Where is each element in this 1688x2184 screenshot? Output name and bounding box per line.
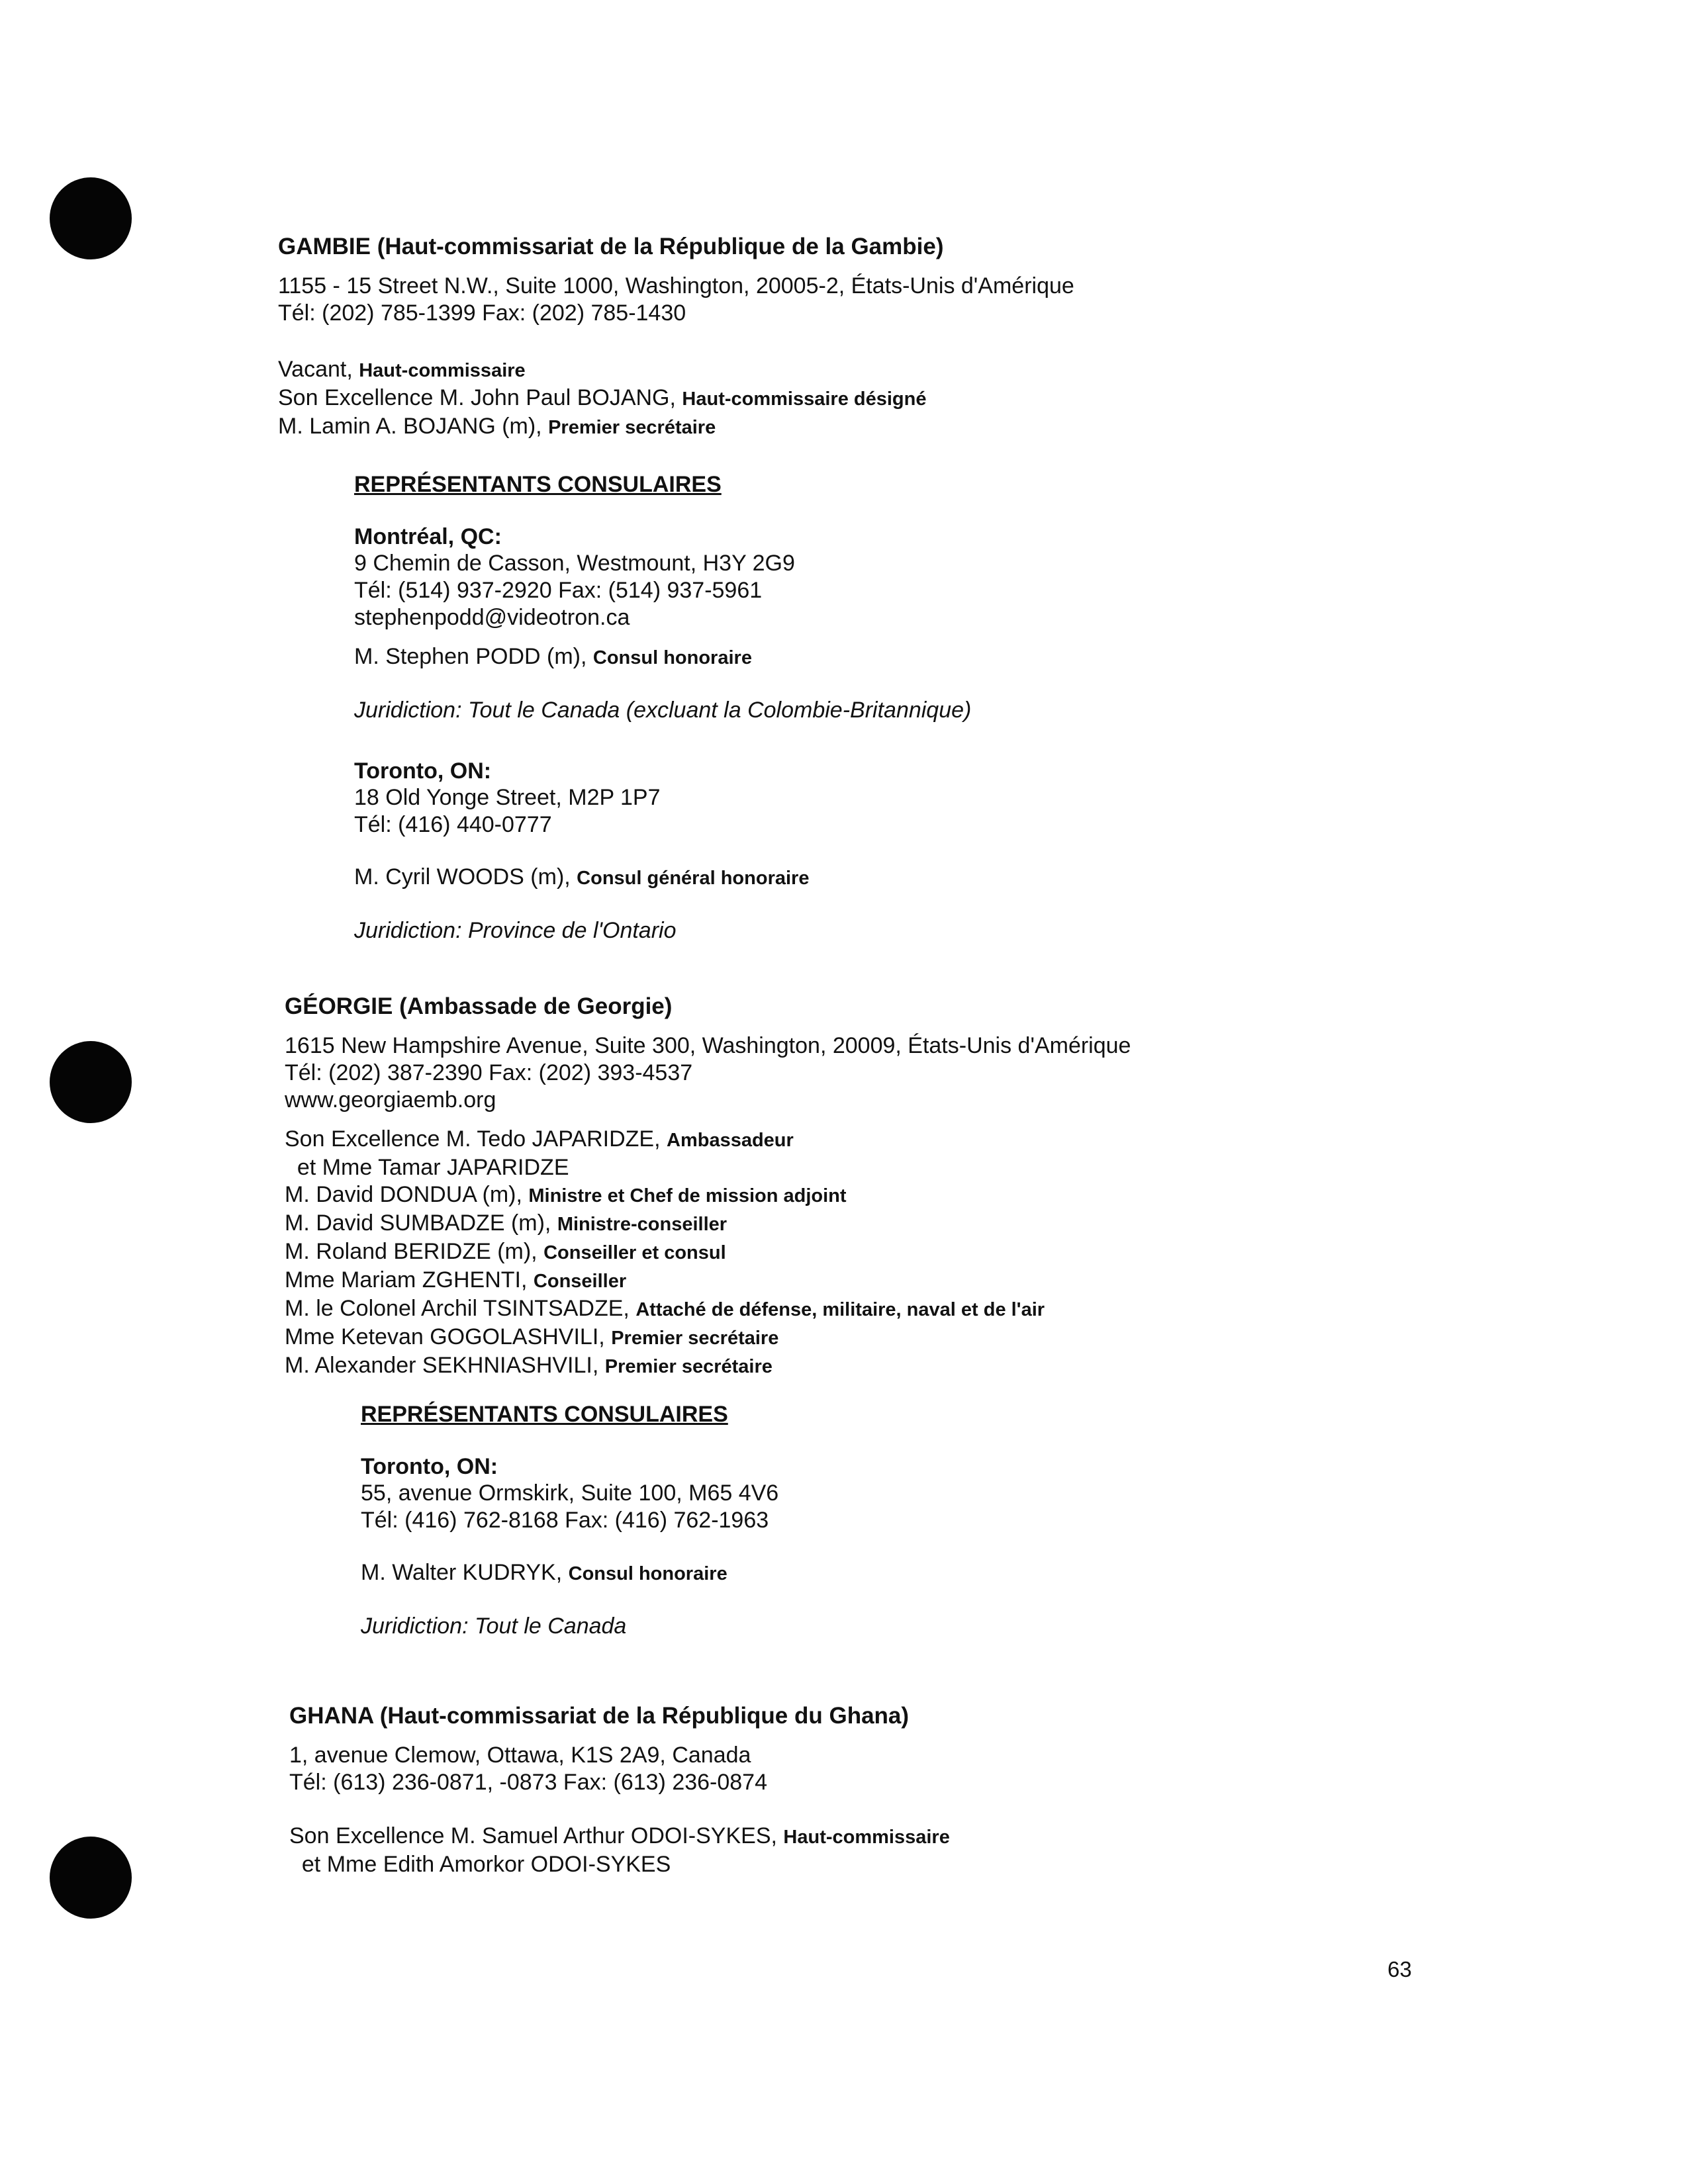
country-heading: GÉORGIE (Ambassade de Georgie)	[285, 993, 673, 1019]
punch-hole-bottom	[50, 1837, 132, 1919]
consular-title: REPRÉSENTANTS CONSULAIRES	[354, 472, 722, 497]
website: www.georgiaemb.org	[285, 1087, 496, 1113]
staff-line: et Mme Tamar JAPARIDZE	[285, 1155, 569, 1180]
address: 1155 - 15 Street N.W., Suite 1000, Washington, 20005-2, États-Unis d'Amérique	[278, 273, 1074, 298]
section-georgie	[285, 993, 1542, 1639]
consular-person: M. Cyril WOODS (m), Consul général honoraire	[354, 864, 810, 889]
staff-line: M. David SUMBADZE (m), Ministre-conseiller	[285, 1210, 727, 1236]
phone-fax: Tél: (613) 236-0871, -0873 Fax: (613) 236-0874	[289, 1770, 768, 1795]
consular-address: 9 Chemin de Casson, Westmount, H3Y 2G9	[354, 551, 795, 576]
section-ghana	[289, 1702, 1547, 1878]
consular-person: M. Stephen PODD (m), Consul honoraire	[354, 644, 752, 669]
staff-line: Son Excellence M. Tedo JAPARIDZE, Ambassadeur	[285, 1126, 794, 1152]
jurisdiction: Juridiction: Tout le Canada	[361, 1614, 627, 1639]
page-number: 63	[1387, 1957, 1412, 1981]
staff-line: Mme Mariam ZGHENTI, Conseiller	[285, 1267, 627, 1293]
country-heading: GAMBIE (Haut-commissariat de la République de la Gambie)	[278, 234, 944, 259]
country-heading: GHANA (Haut-commissariat de la République du Ghana)	[289, 1703, 910, 1729]
city-heading: Montréal, QC:	[354, 524, 502, 549]
consular-phone: Tél: (416) 440-0777	[354, 812, 552, 837]
staff-line: Mme Ketevan GOGOLASHVILI, Premier secrétaire	[285, 1324, 779, 1349]
consular-address: 55, avenue Ormskirk, Suite 100, M65 4V6	[361, 1480, 779, 1506]
address: 1, avenue Clemow, Ottawa, K1S 2A9, Canada	[289, 1743, 751, 1768]
consular-email: stephenpodd@videotron.ca	[354, 605, 630, 630]
consular-block	[361, 1400, 1542, 1639]
consular-phone: Tél: (416) 762-8168 Fax: (416) 762-1963	[361, 1508, 769, 1533]
consular-phone: Tél: (514) 937-2920 Fax: (514) 937-5961	[354, 578, 763, 603]
staff-line: Vacant, Haut-commissaire	[278, 357, 526, 382]
staff-line: M. le Colonel Archil TSINTSADZE, Attaché de défense, militaire, naval et de l'air	[285, 1296, 1045, 1321]
phone-fax: Tél: (202) 387-2390 Fax: (202) 393-4537	[285, 1060, 693, 1085]
staff-line: M. David DONDUA (m), Ministre et Chef de mission adjoint	[285, 1182, 847, 1207]
staff-line: Son Excellence M. Samuel Arthur ODOI-SYKES, Haut-commissaire	[289, 1823, 950, 1848]
consular-person: M. Walter KUDRYK, Consul honoraire	[361, 1560, 727, 1585]
city-heading: Toronto, ON:	[361, 1454, 498, 1479]
staff-line: et Mme Edith Amorkor ODOI-SYKES	[289, 1852, 671, 1877]
consular-address: 18 Old Yonge Street, M2P 1P7	[354, 785, 661, 810]
section-gambie	[278, 233, 1536, 944]
address: 1615 New Hampshire Avenue, Suite 300, Washington, 20009, États-Unis d'Amérique	[285, 1033, 1131, 1058]
staff-line: M. Alexander SEKHNIASHVILI, Premier secrétaire	[285, 1353, 773, 1378]
consular-block	[354, 471, 1536, 944]
staff-line: M. Roland BERIDZE (m), Conseiller et consul	[285, 1239, 726, 1264]
consular-title: REPRÉSENTANTS CONSULAIRES	[361, 1402, 728, 1427]
staff-line: M. Lamin A. BOJANG (m), Premier secrétaire	[278, 414, 716, 439]
phone-fax: Tél: (202) 785-1399 Fax: (202) 785-1430	[278, 300, 686, 326]
jurisdiction: Juridiction: Tout le Canada (excluant la Colombie-Britannique)	[354, 698, 972, 723]
jurisdiction: Juridiction: Province de l'Ontario	[354, 918, 677, 943]
staff-line: Son Excellence M. John Paul BOJANG, Haut-commissaire désigné	[278, 385, 927, 410]
punch-hole-top	[50, 177, 132, 259]
punch-hole-middle	[50, 1041, 132, 1123]
city-heading: Toronto, ON:	[354, 758, 492, 784]
